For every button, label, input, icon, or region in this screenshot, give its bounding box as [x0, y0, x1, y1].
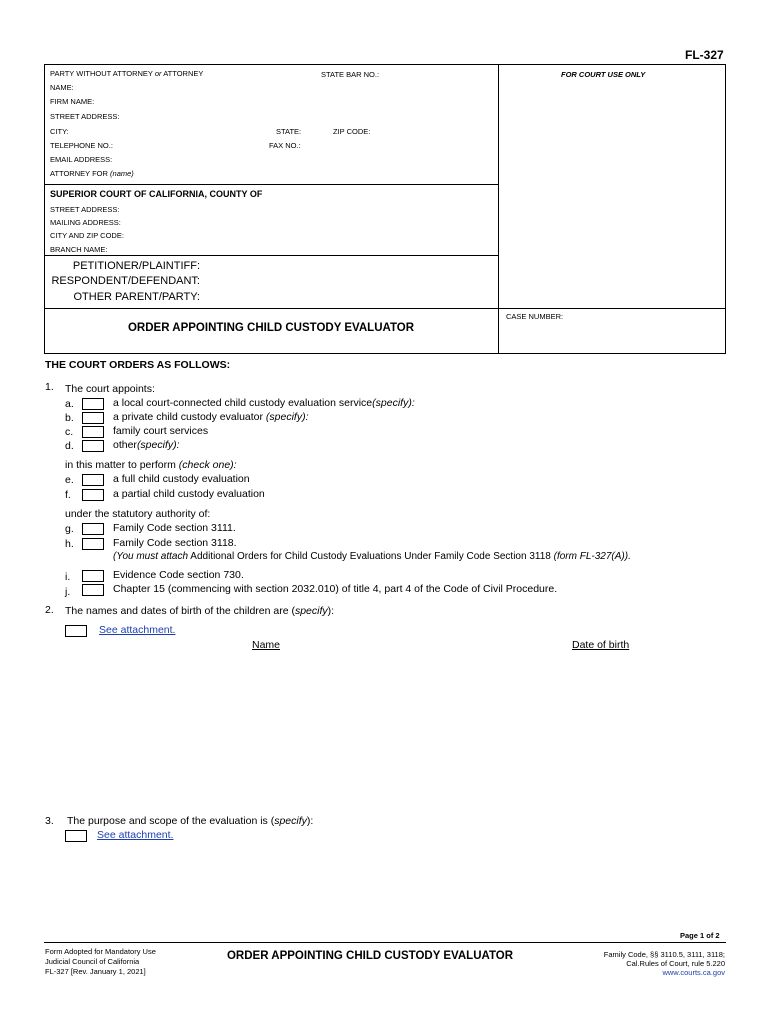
- court-title: SUPERIOR COURT OF CALIFORNIA, COUNTY OF: [50, 189, 263, 199]
- item2-text: The names and dates of birth of the children are (specify):: [65, 605, 335, 617]
- parties-section-divider: [44, 308, 726, 309]
- item1j-letter: j.: [65, 586, 71, 598]
- court-mailing-label: MAILING ADDRESS:: [50, 218, 121, 227]
- item1-statutory: under the statutory authority of:: [65, 508, 211, 520]
- item1a-letter: a.: [65, 398, 74, 410]
- item3-attachment-checkbox[interactable]: [65, 830, 87, 842]
- item2-see-attachment: See attachment.: [99, 624, 176, 636]
- city-label: CITY:: [50, 127, 69, 136]
- item1-intro: The court appoints:: [65, 383, 155, 395]
- footer-url[interactable]: www.courts.ca.gov: [662, 968, 725, 977]
- footer-title: ORDER APPOINTING CHILD CUSTODY EVALUATOR: [226, 950, 514, 962]
- item1j-checkbox[interactable]: [82, 584, 104, 596]
- children-dob-header: Date of birth: [572, 639, 630, 651]
- state-bar-label: STATE BAR NO.:: [321, 70, 380, 79]
- footer-rev: FL-327 [Rev. January 1, 2021]: [45, 967, 146, 976]
- item1b-text: a private child custody evaluator (specify):: [113, 411, 309, 423]
- party-label: PARTY WITHOUT ATTORNEY or ATTORNEY: [50, 69, 204, 78]
- zip-label: ZIP CODE:: [333, 127, 371, 136]
- item1g-checkbox[interactable]: [82, 523, 104, 535]
- name-label: NAME:: [50, 83, 74, 92]
- court-street-label: STREET ADDRESS:: [50, 205, 120, 214]
- orders-heading: THE COURT ORDERS AS FOLLOWS:: [45, 359, 231, 371]
- item1g-text: Family Code section 3111.: [113, 522, 236, 534]
- footer-council: Judicial Council of California: [45, 957, 140, 966]
- other-party-label: OTHER PARENT/PARTY:: [73, 291, 200, 303]
- telephone-label: TELEPHONE NO.:: [50, 141, 113, 150]
- item1d-checkbox[interactable]: [82, 440, 104, 452]
- footer-code1: Family Code, §§ 3110.5, 3111, 3118;: [603, 950, 725, 959]
- street-address-label: STREET ADDRESS:: [50, 112, 120, 121]
- children-name-header: Name: [252, 639, 281, 651]
- item1-number: 1.: [45, 381, 54, 393]
- header-divider-vertical: [498, 64, 499, 354]
- item2-attachment-checkbox[interactable]: [65, 625, 87, 637]
- email-label: EMAIL ADDRESS:: [50, 155, 113, 164]
- item1c-checkbox[interactable]: [82, 426, 104, 438]
- petitioner-label: PETITIONER/PLAINTIFF:: [72, 260, 200, 272]
- item1f-checkbox[interactable]: [82, 489, 104, 501]
- item1f-letter: f.: [65, 489, 71, 501]
- court-section-divider: [44, 255, 498, 256]
- attorney-section-divider: [44, 184, 498, 185]
- firm-name-label: FIRM NAME:: [50, 97, 95, 106]
- court-city-zip-label: CITY AND ZIP CODE:: [50, 231, 124, 240]
- item1h-text: Family Code section 3118.: [113, 537, 237, 549]
- footer-adopted: Form Adopted for Mandatory Use: [45, 947, 156, 956]
- item1a-text: a local court-connected child custody evaluation service(specify):: [113, 397, 415, 409]
- item1i-checkbox[interactable]: [82, 570, 104, 582]
- court-use-label: FOR COURT USE ONLY: [561, 70, 646, 79]
- item1e-checkbox[interactable]: [82, 474, 104, 486]
- respondent-label: RESPONDENT/DEFENDANT:: [51, 275, 200, 287]
- item1-perform: in this matter to perform (check one):: [65, 459, 237, 471]
- item3-see-attachment: See attachment.: [97, 829, 174, 841]
- page-number: Page 1 of 2: [680, 931, 720, 940]
- attorney-for-label: ATTORNEY FOR (name): [50, 169, 134, 178]
- item3-text: The purpose and scope of the evaluation is (specify):: [67, 815, 314, 827]
- item1a-checkbox[interactable]: [82, 398, 104, 410]
- footer-code2: Cal.Rules of Court, rule 5.220: [626, 959, 725, 968]
- item3-number: 3.: [45, 815, 54, 827]
- item1e-letter: e.: [65, 474, 74, 486]
- fax-label: FAX NO.:: [269, 141, 301, 150]
- item1d-text: other(specify):: [113, 439, 180, 451]
- item1f-text: a partial child custody evaluation: [113, 488, 265, 500]
- item2-number: 2.: [45, 604, 54, 616]
- item1h-letter: h.: [65, 538, 74, 550]
- state-label: STATE:: [276, 127, 302, 136]
- item1b-letter: b.: [65, 412, 74, 424]
- item1g-letter: g.: [65, 523, 74, 535]
- item1b-checkbox[interactable]: [82, 412, 104, 424]
- court-branch-label: BRANCH NAME:: [50, 245, 108, 254]
- item1c-text: family court services: [113, 425, 209, 437]
- item1i-text: Evidence Code section 730.: [113, 569, 244, 581]
- item1d-letter: d.: [65, 440, 74, 452]
- item1i-letter: i.: [65, 571, 71, 583]
- item1j-text: Chapter 15 (commencing with section 2032.010) of title 4, part 4 of the Code of Civil Procedure.: [113, 583, 558, 595]
- case-number-label: CASE NUMBER:: [506, 312, 564, 321]
- item1h-checkbox[interactable]: [82, 538, 104, 550]
- header-box: [44, 64, 726, 354]
- item1e-text: a full child custody evaluation: [113, 473, 250, 485]
- form-title: ORDER APPOINTING CHILD CUSTODY EVALUATOR: [127, 322, 415, 334]
- form-id: FL-327: [685, 48, 724, 62]
- footer-rule: [44, 942, 726, 943]
- item1c-letter: c.: [65, 426, 74, 438]
- item1h-note: (You must attach Additional Orders for Child Custody Evaluations Under Family Code Section 3118 (form FL-327(A)).: [113, 551, 631, 562]
